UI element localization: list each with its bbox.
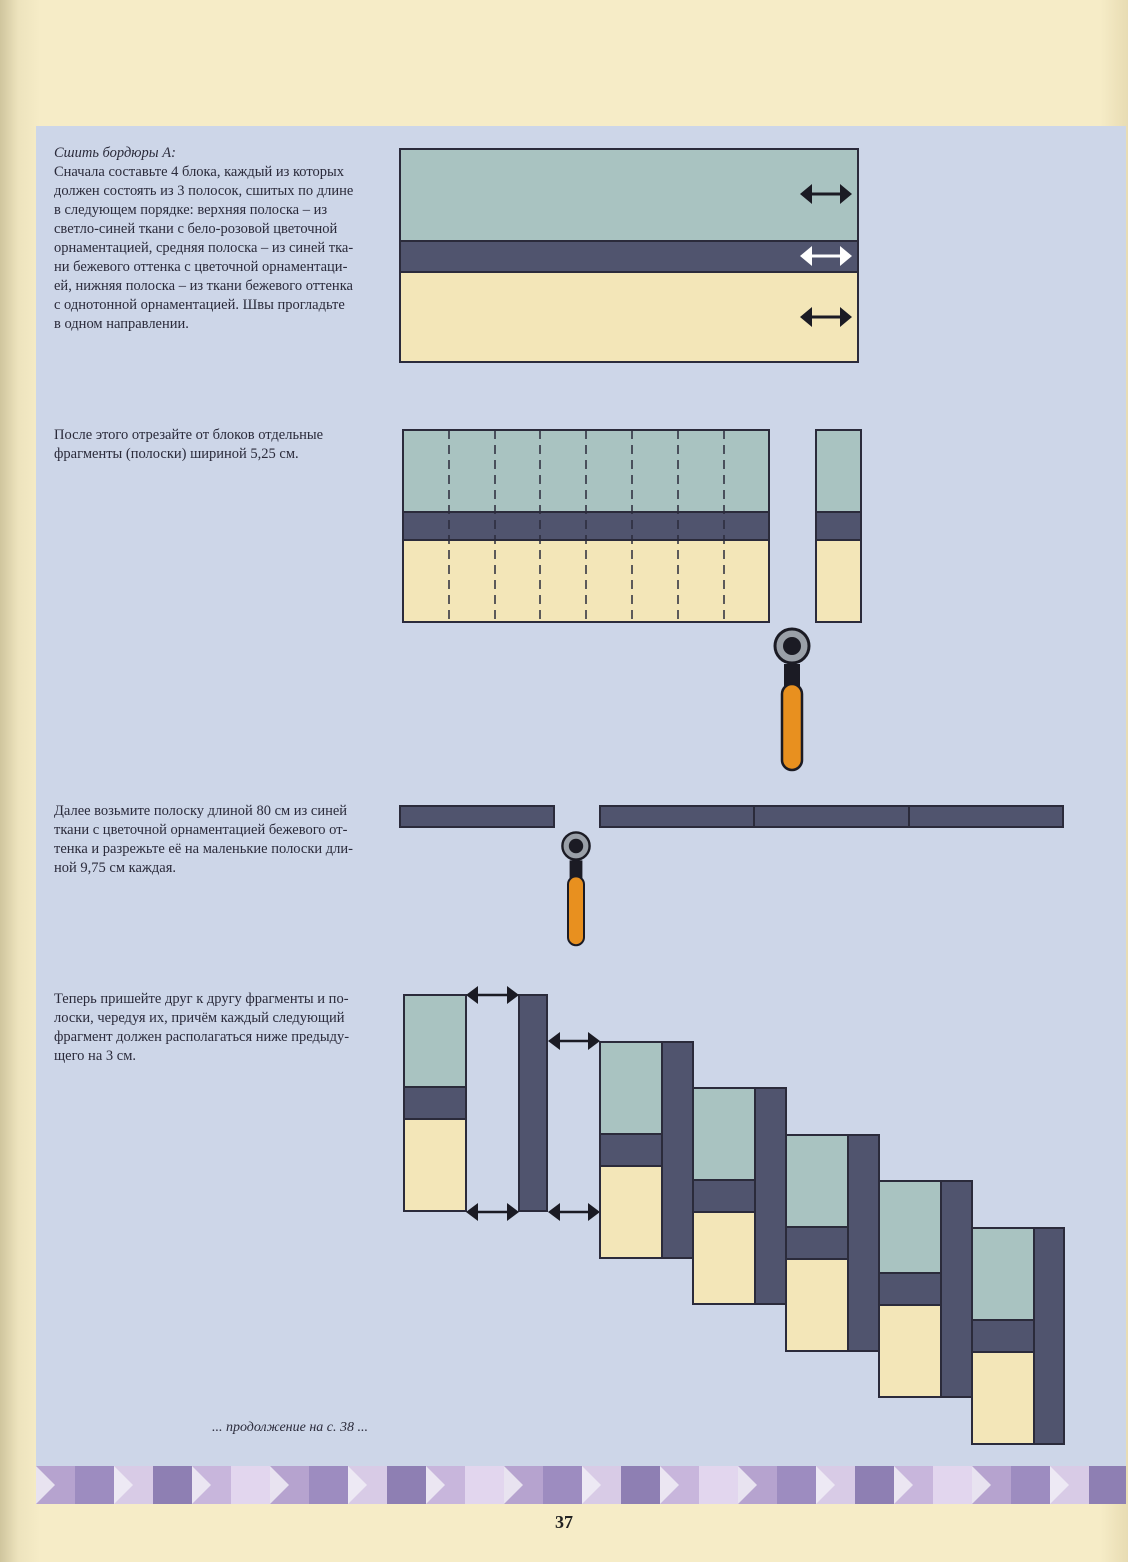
patch-tile xyxy=(855,1466,894,1504)
cut-strip-diagram xyxy=(400,806,1063,945)
text-line: ной 9,75 см каждая. xyxy=(54,860,177,876)
text-line: в следующем порядке: верхняя полоска – из xyxy=(54,202,328,218)
page-number: 37 xyxy=(555,1512,573,1532)
patch-tile xyxy=(309,1466,348,1504)
text-line: фрагмент должен располагаться ниже предыду- xyxy=(54,1029,350,1045)
double-arrow-icon xyxy=(548,1203,600,1221)
patch-tile xyxy=(387,1466,426,1504)
double-arrow-icon xyxy=(466,986,519,1004)
patch-tile xyxy=(621,1466,660,1504)
text-line: щего на 3 см. xyxy=(54,1048,136,1064)
patch-tile xyxy=(699,1466,738,1504)
decorative-patchwork-band xyxy=(36,1466,1126,1504)
double-arrow-icon xyxy=(466,1203,519,1221)
text-line: Теперь пришейте друг к другу фрагменты и по- xyxy=(54,991,349,1007)
text-line: лоски, чередуя их, причём каждый следующий xyxy=(54,1010,345,1026)
text-line: Далее возьмите полоску длиной 80 см из синей xyxy=(54,803,348,819)
patch-tile xyxy=(231,1466,270,1504)
patch-tile xyxy=(1089,1466,1126,1504)
text-line: тенка и разрежьте её на маленькие полоски дли- xyxy=(54,841,353,857)
patch-tile xyxy=(1011,1466,1050,1504)
text-line: ей, нижняя полоска – из ткани бежевого оттенка xyxy=(54,278,353,294)
patch-tile xyxy=(75,1466,114,1504)
patch-tile xyxy=(153,1466,192,1504)
text-line: в одном направлении. xyxy=(54,316,189,332)
text-line: орнаментацией, средняя полоска – из синей тка- xyxy=(54,240,354,256)
sewn-block-diagram xyxy=(400,149,858,362)
patch-tile xyxy=(777,1466,816,1504)
text-line: ткани с цветочной орнаментацией бежевого от- xyxy=(54,822,348,838)
patch-tile xyxy=(933,1466,972,1504)
continuation-note: ... продолжение на с. 38 ... xyxy=(211,1420,368,1435)
rotary-cutter-icon xyxy=(562,832,589,945)
text-line: светло-синей ткани с бело-розовой цветочной xyxy=(54,221,338,237)
double-arrow-icon xyxy=(548,1032,600,1050)
text-line: с однотонной орнаментацией. Швы прогладьте xyxy=(54,297,345,313)
text-line: Сначала составьте 4 блока, каждый из которых xyxy=(54,164,344,180)
text-line: ни бежевого оттенка с цветочной орнаментаци- xyxy=(54,259,348,275)
cut-block-diagram xyxy=(403,430,861,770)
patch-tile xyxy=(543,1466,582,1504)
text-line: должен состоять из 3 полосок, сшитых по длине xyxy=(54,183,354,199)
rotary-cutter-icon xyxy=(775,629,809,770)
section-1-heading: Сшить бордюры А: xyxy=(54,145,176,161)
text-line: фрагменты (полоски) шириной 5,25 см. xyxy=(54,446,299,462)
text-line: После этого отрезайте от блоков отдельные xyxy=(54,427,324,443)
assembly-diagram xyxy=(404,986,1064,1444)
patch-tile xyxy=(465,1466,504,1504)
